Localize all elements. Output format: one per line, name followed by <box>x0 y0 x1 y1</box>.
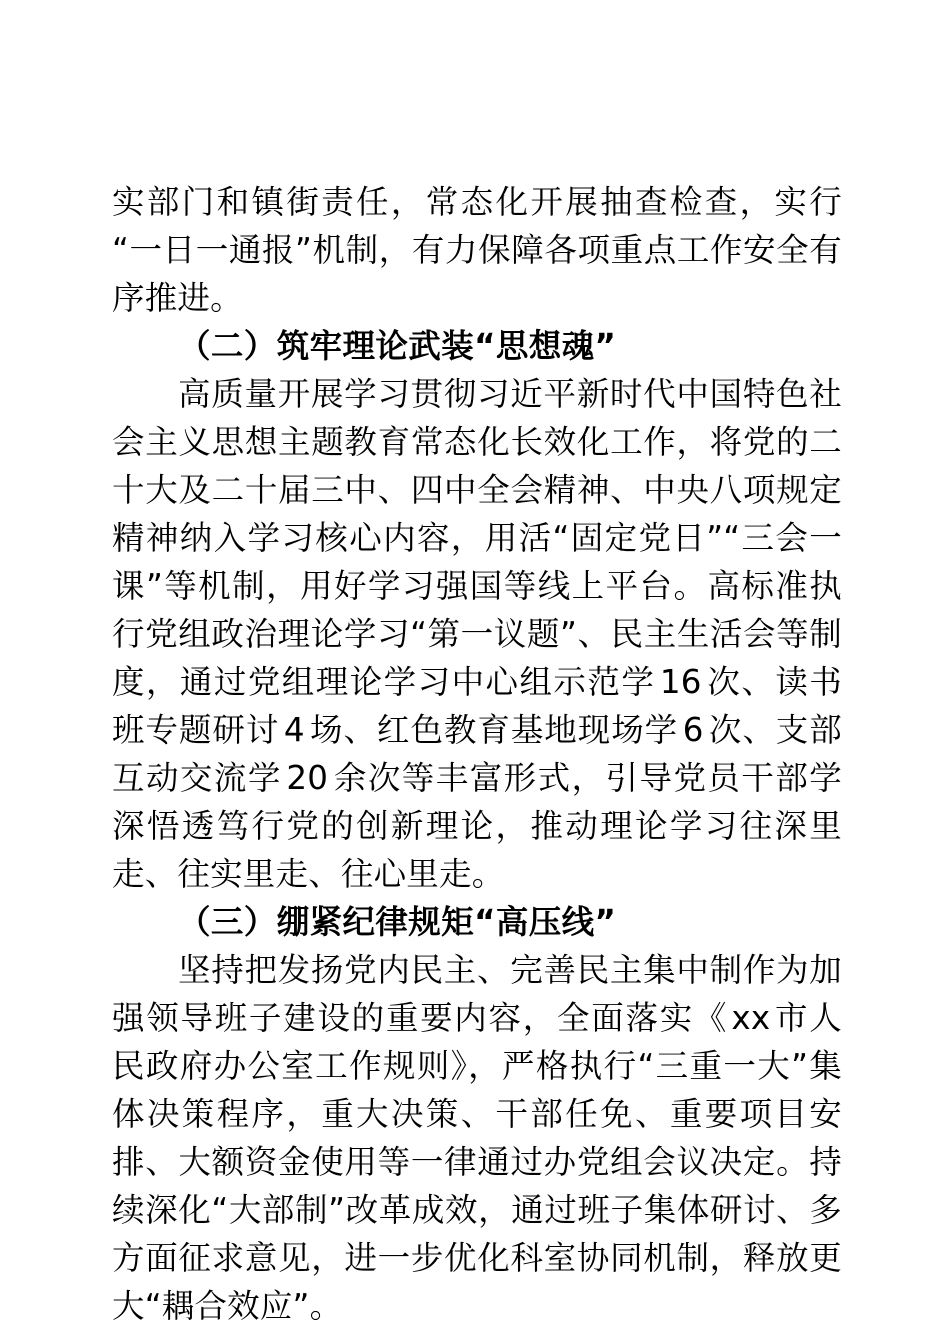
inline-number: 16 <box>659 663 702 701</box>
inline-text: 市人民政府办公室工作规则》，严格执行“三重一大”集体决策程序，重大决策、干部任免、重要项目安排、大额资金使用等一律通过办党组会议决定。持续深化“大部制”改革成效，通过班子集体研讨、多方面征求意见，进一步优化科室协同机制，释放更大“耦合效应”。 <box>112 999 842 1325</box>
inline-text: 余次等丰富形式，引导党员干部学深悟透笃行党的创新理论，推动理论学习往深里走、往实里走、往心里走。 <box>112 759 842 893</box>
document-body <box>112 178 842 1330</box>
inline-text: 高质量开展学习贯彻习近平新时代中国特色社会主义思想主题教育常态化长效化工作，将党的二十大及二十届三中、四中全会精神、中央八项规定精神纳入学习核心内容，用活“固定党日”“三会一课”等机制，用好学习强国等线上平台。高标准执行党组政治理论学习“第一议题”、民主生活会等制度，通过党组理论学习中心组示范学 <box>112 375 842 701</box>
paragraph-section-two-body <box>112 370 842 898</box>
inline-number: 4 <box>283 711 305 749</box>
inline-text: 坚持把发扬党内民主、完善民主集中制作为加强领导班子建设的重要内容，全面落实《 <box>112 951 842 1037</box>
heading-section-two: （二）筑牢理论武装“思想魂” <box>178 327 617 365</box>
paragraph-continuation: 实部门和镇街责任，常态化开展抽查检查，实行“一日一通报”机制，有力保障各项重点工作安全有序推进。 <box>112 183 842 317</box>
inline-text: 次、支部互动交流学 <box>112 711 842 797</box>
heading-section-three: （三）绷紧纪律规矩“高压线” <box>178 903 617 941</box>
inline-number: 20 <box>286 759 329 797</box>
paragraph-section-three-body <box>112 946 842 1330</box>
inline-latin-placeholder: xx <box>731 999 771 1037</box>
inline-text: 场、红色教育基地现场学 <box>309 711 679 749</box>
inline-text: 次、读书班专题研讨 <box>112 663 842 749</box>
inline-number: 6 <box>682 711 704 749</box>
